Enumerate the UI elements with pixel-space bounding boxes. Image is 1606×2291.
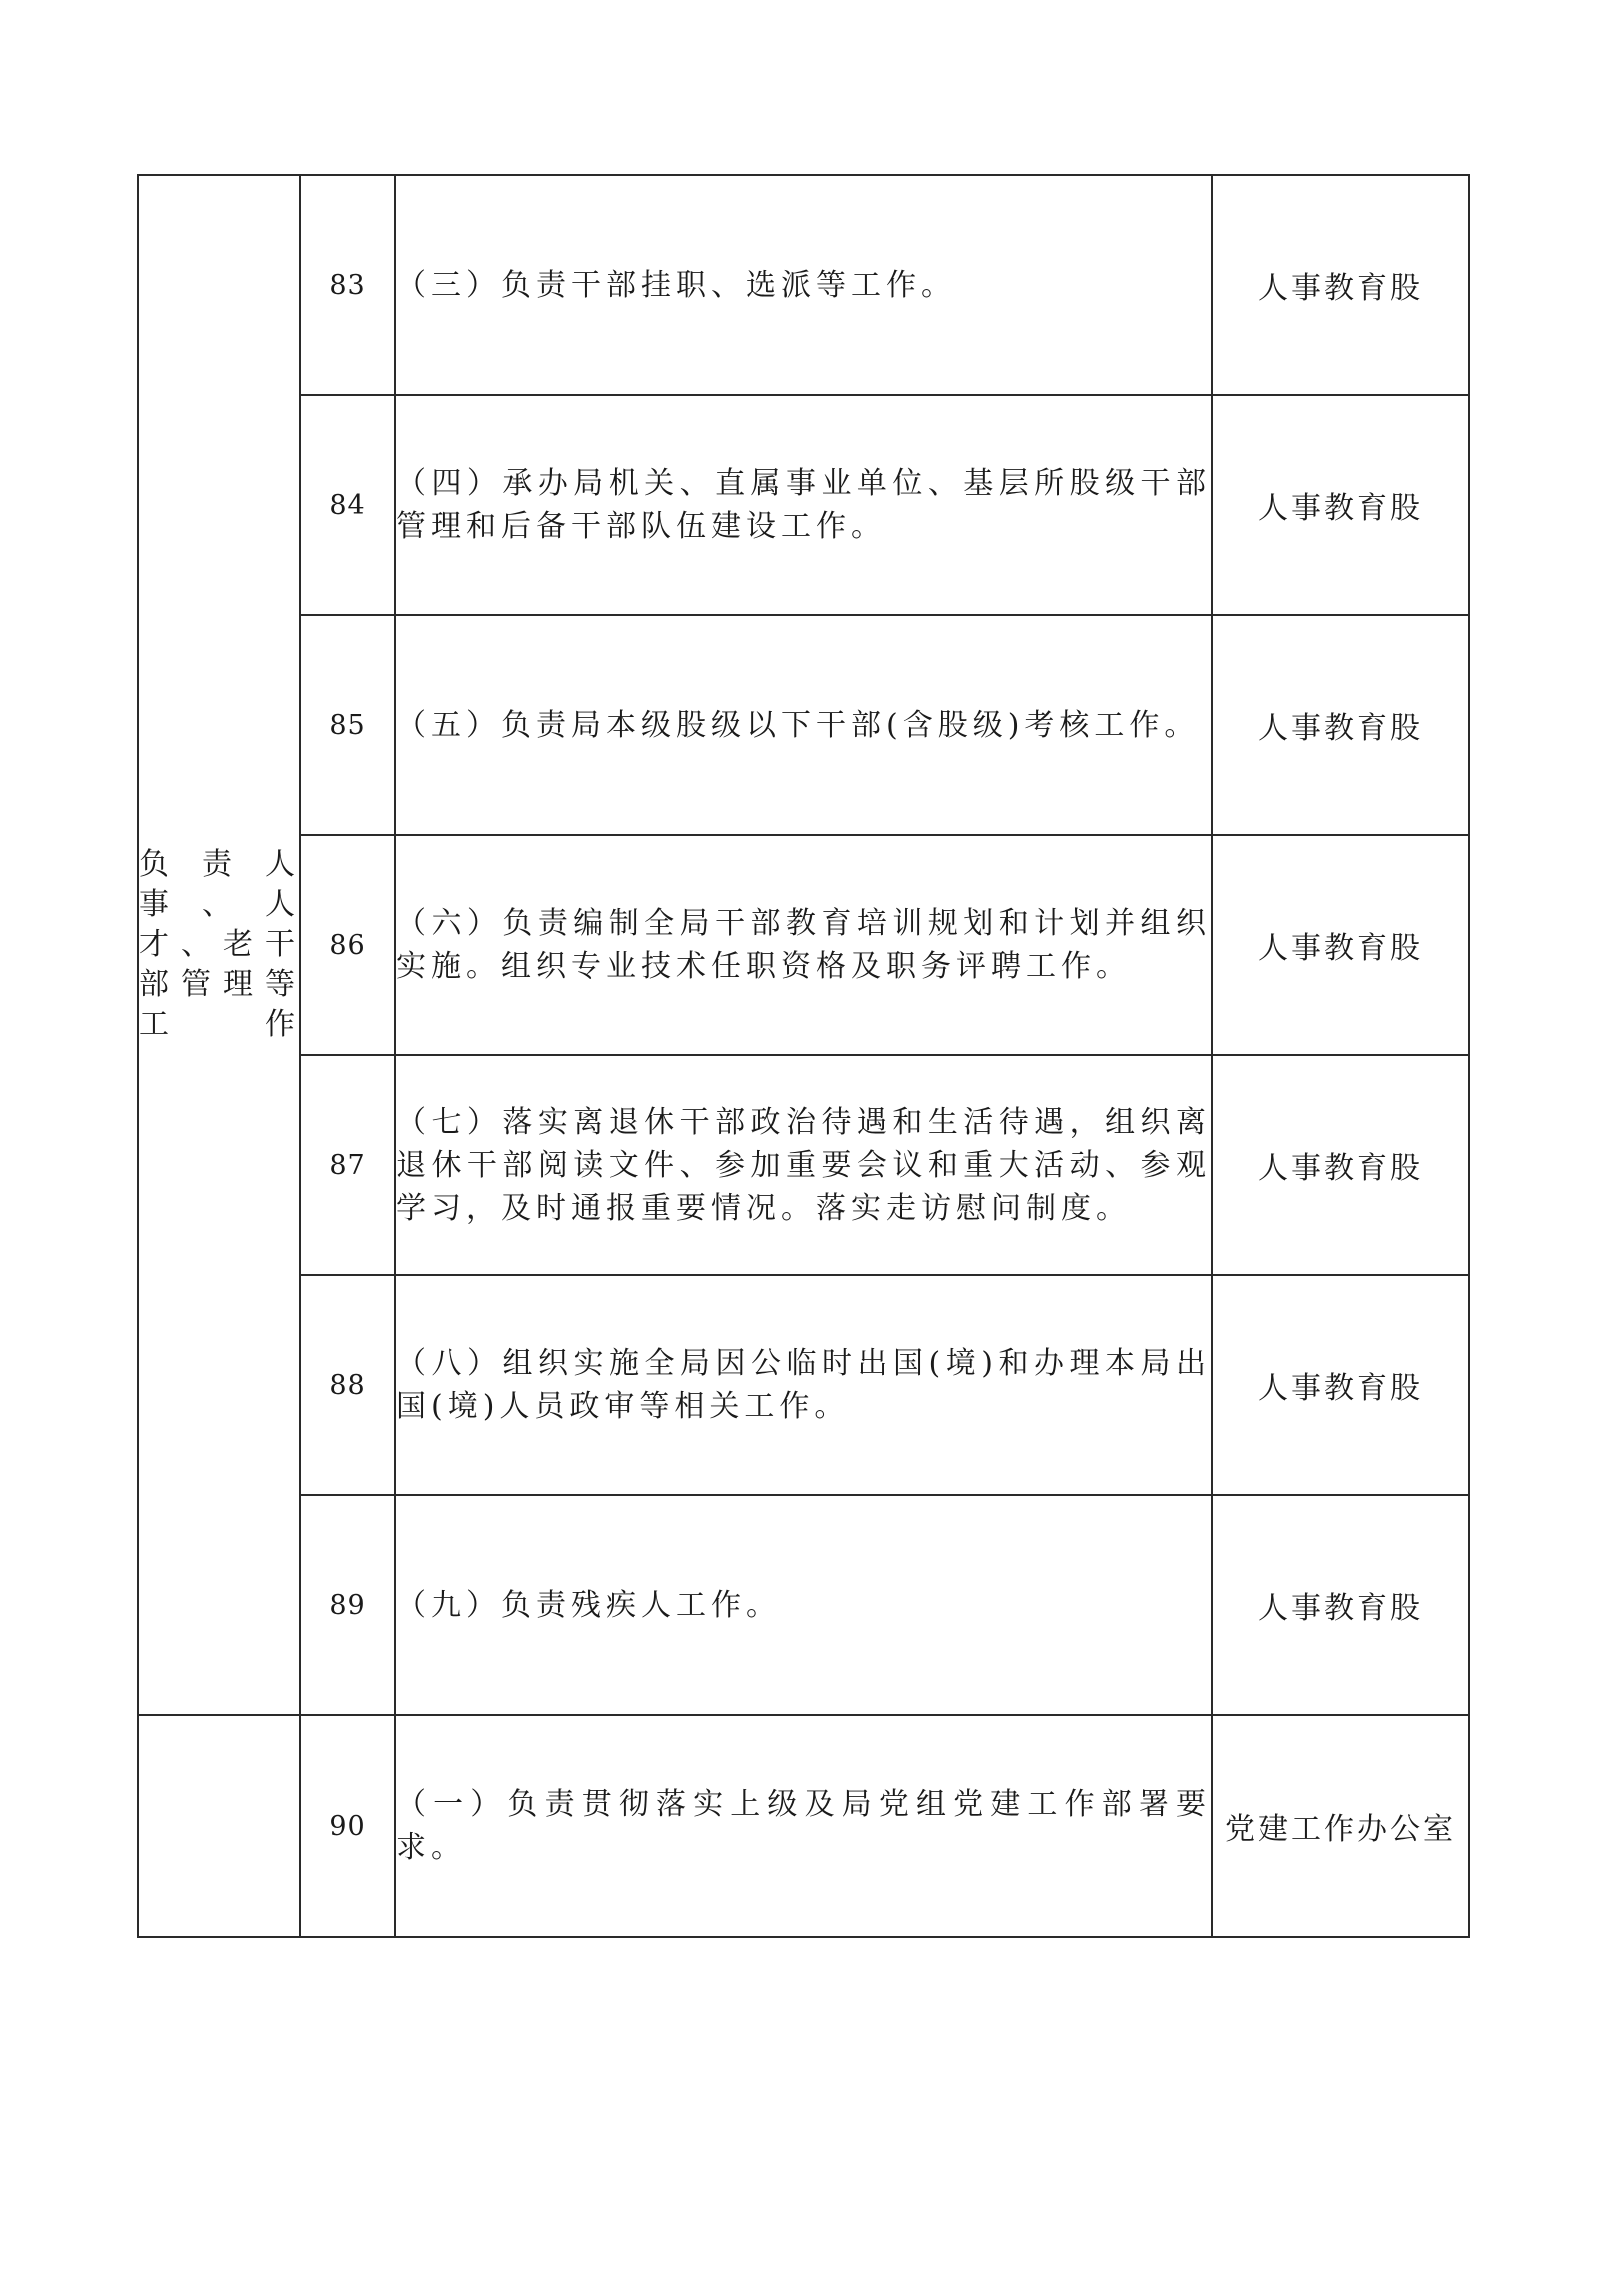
task-description: （九）负责残疾人工作。 [395, 1495, 1212, 1715]
row-number: 89 [300, 1495, 395, 1715]
task-description: （八）组织实施全局因公临时出国(境)和办理本局出国(境)人员政审等相关工作。 [395, 1275, 1212, 1495]
table-row [138, 1275, 1469, 1495]
table-row [138, 395, 1469, 615]
responsible-department: 人事教育股 [1212, 1275, 1469, 1495]
responsible-department: 人事教育股 [1212, 615, 1469, 835]
task-description: （五）负责局本级股级以下干部(含股级)考核工作。 [395, 615, 1212, 835]
task-description: （一）负责贯彻落实上级及局党组党建工作部署要求。 [395, 1715, 1212, 1937]
category-cell [138, 1715, 300, 1937]
responsible-department: 人事教育股 [1212, 1495, 1469, 1715]
category-cell: 负责人事、人才、老干部管理等工作 [138, 175, 300, 1715]
row-number: 87 [300, 1055, 395, 1275]
task-description: （三）负责干部挂职、选派等工作。 [395, 175, 1212, 395]
row-number: 84 [300, 395, 395, 615]
row-number: 83 [300, 175, 395, 395]
table-row [138, 835, 1469, 1055]
responsible-department: 人事教育股 [1212, 1055, 1469, 1275]
row-number: 85 [300, 615, 395, 835]
task-description: （七）落实离退休干部政治待遇和生活待遇，组织离退休干部阅读文件、参加重要会议和重大活动、参观学习，及时通报重要情况。落实走访慰问制度。 [395, 1055, 1212, 1275]
task-description: （六）负责编制全局干部教育培训规划和计划并组织实施。组织专业技术任职资格及职务评聘工作。 [395, 835, 1212, 1055]
responsible-department: 人事教育股 [1212, 835, 1469, 1055]
task-description: （四）承办局机关、直属事业单位、基层所股级干部管理和后备干部队伍建设工作。 [395, 395, 1212, 615]
table-row [138, 1715, 1469, 1937]
row-number: 86 [300, 835, 395, 1055]
duty-table [137, 174, 1470, 1938]
table-row [138, 1495, 1469, 1715]
row-number: 90 [300, 1715, 395, 1937]
table-row [138, 175, 1469, 395]
table-row [138, 615, 1469, 835]
responsible-department: 人事教育股 [1212, 175, 1469, 395]
responsible-department: 党建工作办公室 [1212, 1715, 1469, 1937]
table-row [138, 1055, 1469, 1275]
row-number: 88 [300, 1275, 395, 1495]
responsible-department: 人事教育股 [1212, 395, 1469, 615]
